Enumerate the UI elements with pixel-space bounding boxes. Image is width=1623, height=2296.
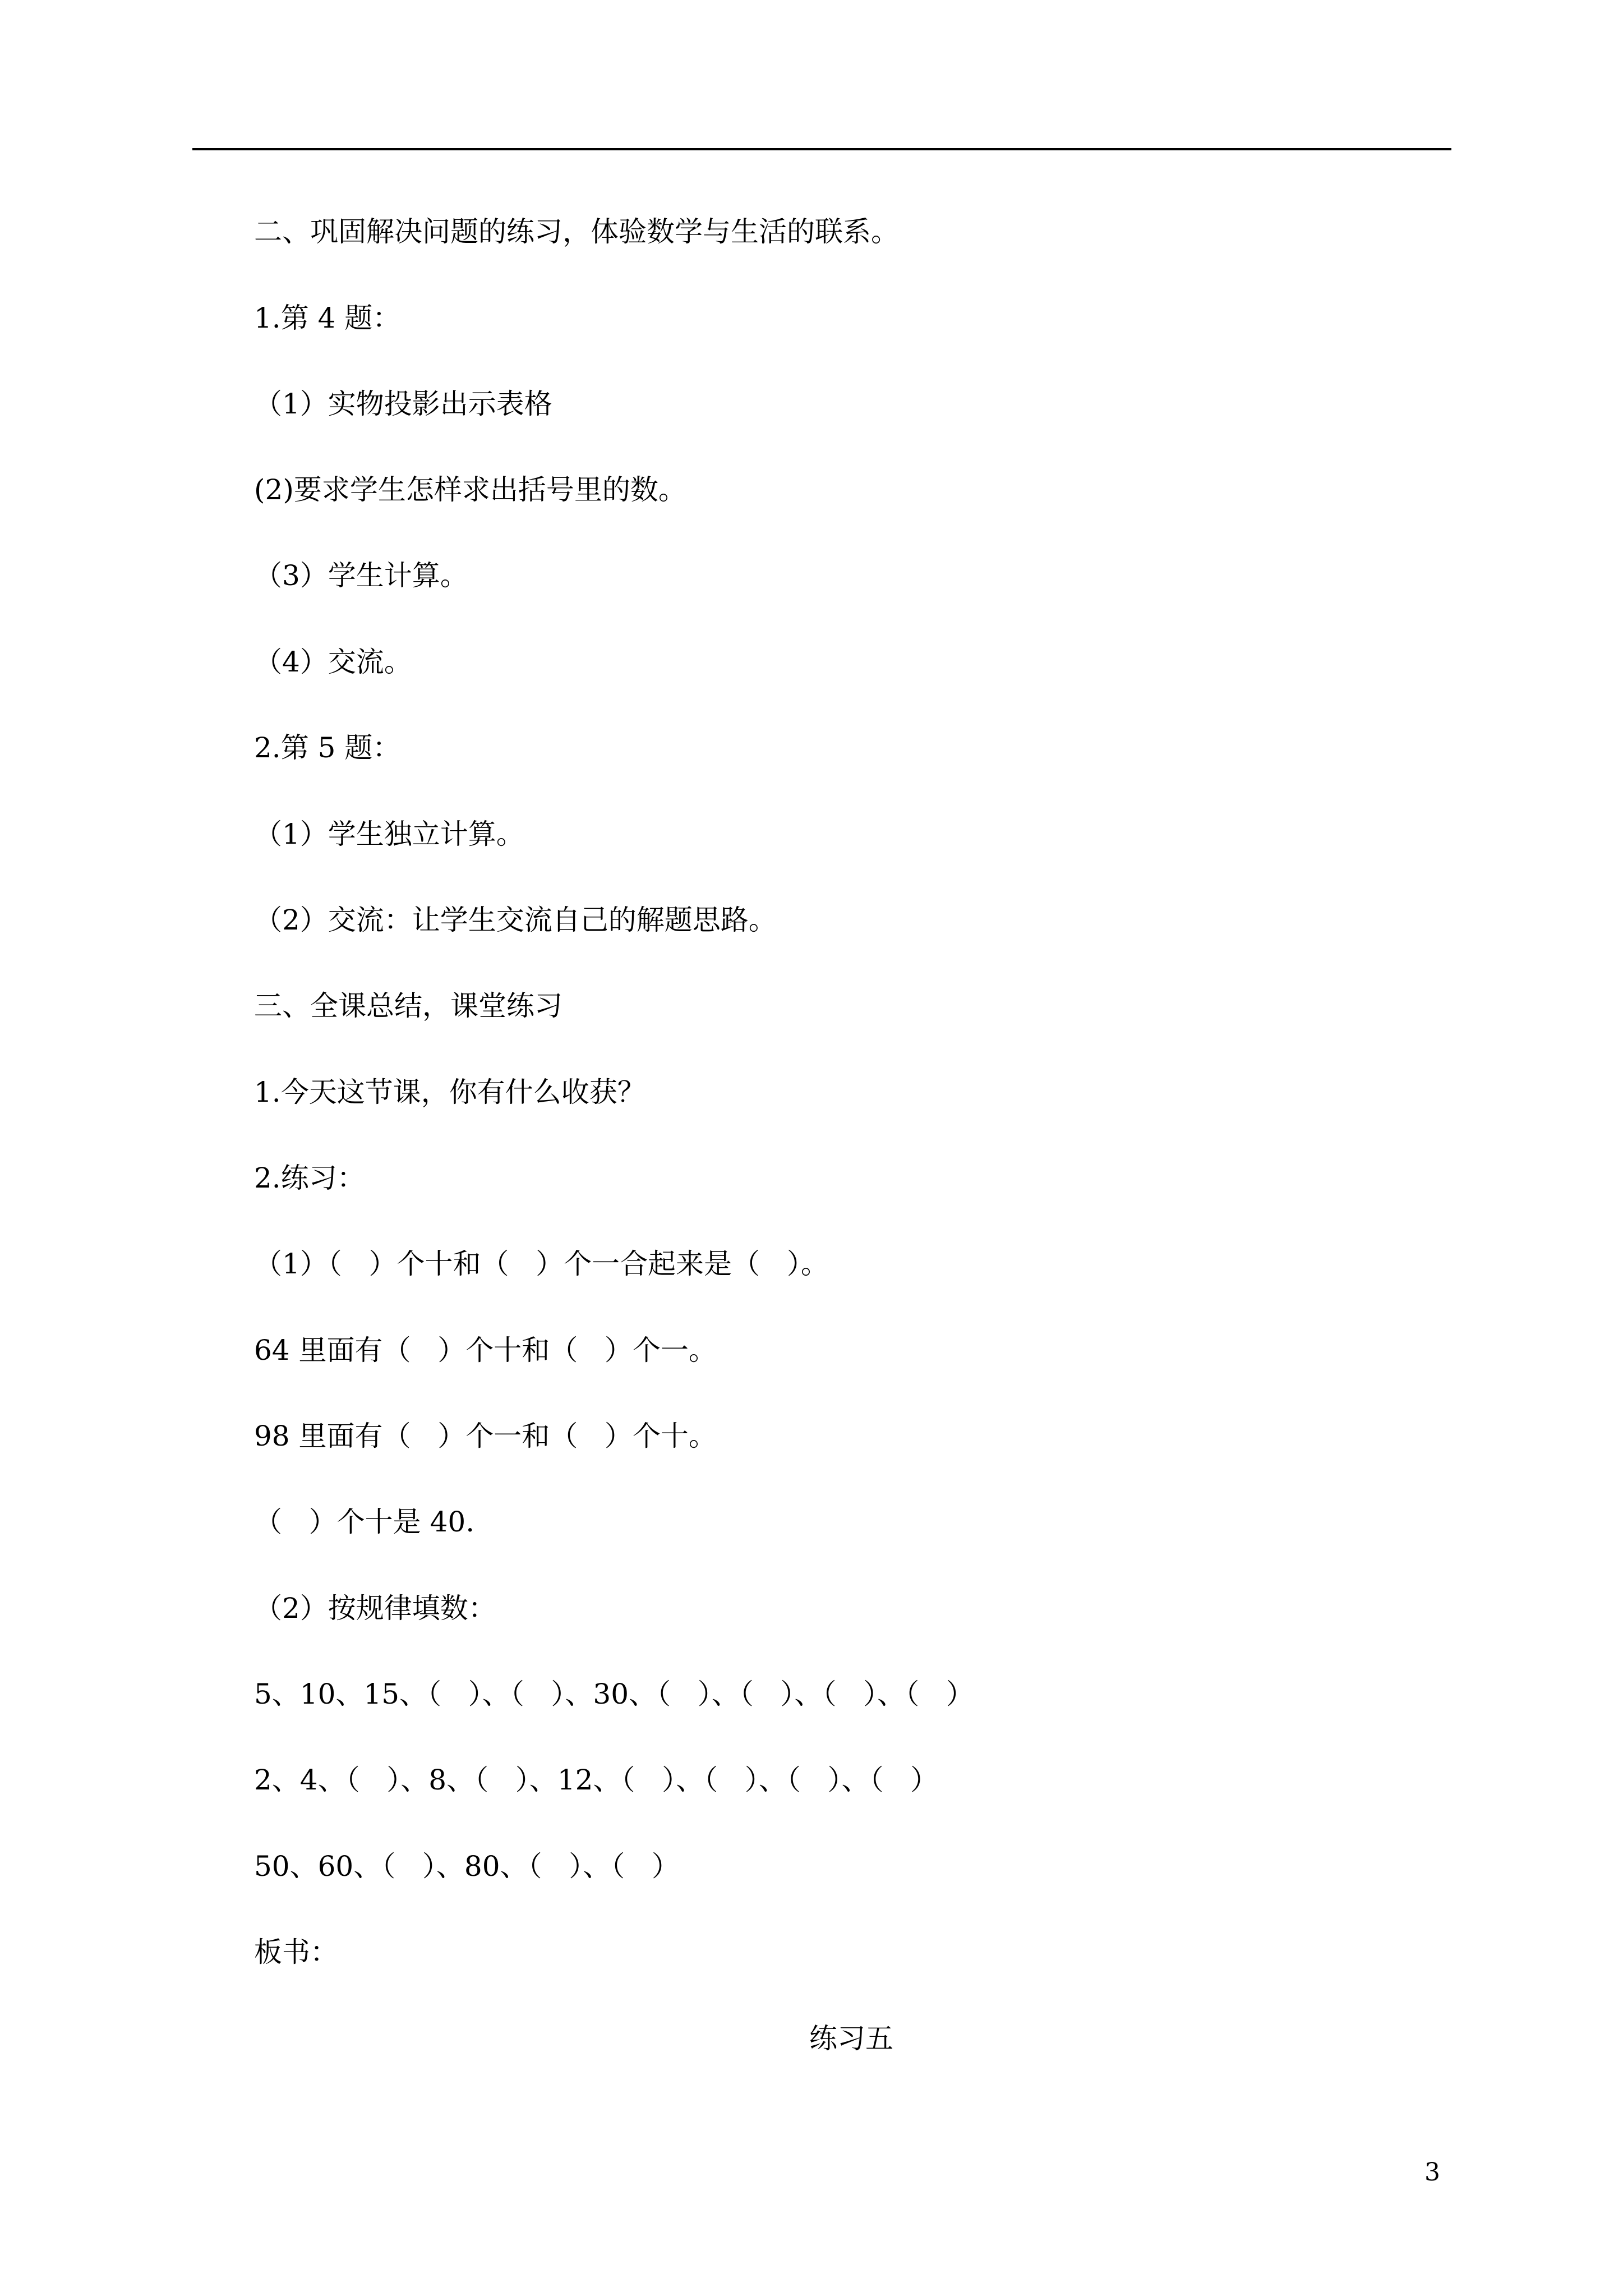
item-heading: 2.第 5 题：	[254, 731, 401, 764]
sequence-line: 2、4、（ ）、8、（ ）、12、（ ）、（ ）、（ ）、（ ）	[254, 1764, 939, 1796]
exercise-line: 64 里面有（ ）个十和（ ）个一。	[254, 1334, 717, 1366]
sub-item: （1）实物投影出示表格	[254, 388, 552, 420]
sequence-line: 5、10、15、（ ）、（ ）、30、（ ）、（ ）、（ ）、（ ）	[254, 1678, 974, 1710]
sub-item: （3）学生计算。	[254, 559, 468, 592]
item-heading: 1.第 4 题：	[254, 302, 401, 334]
exercise-line: 98 里面有（ ）个一和（ ）个十。	[254, 1420, 717, 1452]
item-heading: 1.今天这节课，你有什么收获？	[254, 1076, 645, 1108]
sub-item: （2）交流：让学生交流自己的解题思路。	[254, 904, 777, 936]
sub-item: （4）交流。	[254, 646, 412, 678]
exercise-line: （2）按规律填数：	[254, 1592, 496, 1625]
page-number: 3	[1424, 2158, 1440, 2187]
board-title: 练习五	[809, 2022, 893, 2055]
section-heading-2: 二、巩固解决问题的练习，体验数学与生活的联系。	[254, 215, 899, 248]
exercise-line: （ ）个十是 40.	[254, 1506, 475, 1538]
sub-item: (2)要求学生怎样求出括号里的数。	[254, 473, 686, 506]
section-heading-3: 三、全课总结，课堂练习	[254, 990, 562, 1022]
exercise-line: （1）（ ）个十和（ ）个一合起来是（ ）。	[254, 1248, 829, 1280]
sequence-line: 50、60、（ ）、80、（ ）、（ ）	[254, 1850, 680, 1883]
item-heading: 2.练习：	[254, 1162, 365, 1194]
board-label: 板书：	[254, 1936, 338, 1968]
sub-item: （1）学生独立计算。	[254, 818, 524, 850]
